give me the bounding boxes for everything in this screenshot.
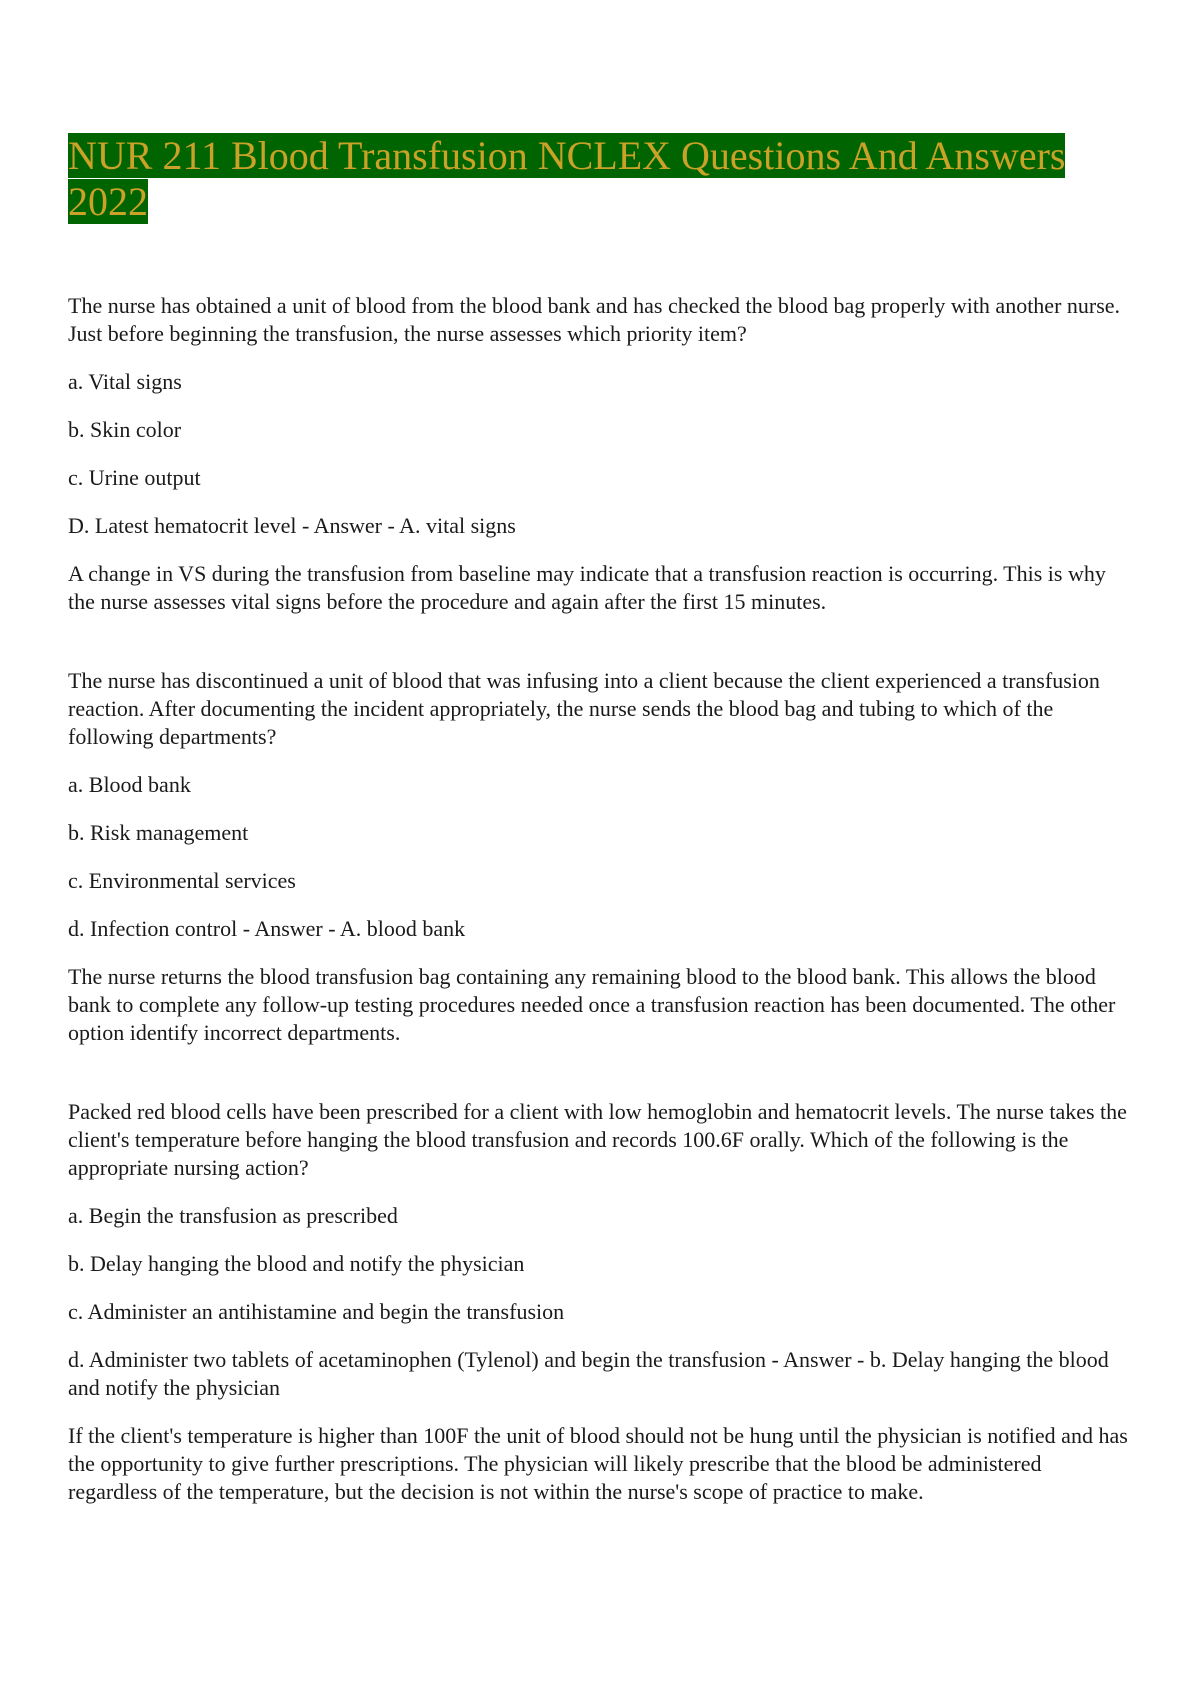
answer-option: a. Vital signs — [68, 369, 182, 394]
answer-option: b. Delay hanging the blood and notify the physician — [68, 1251, 525, 1276]
answer-option: c. Administer an antihistamine and begin the transfusion — [68, 1299, 565, 1324]
answer-rationale: A change in VS during the transfusion from baseline may indicate that a transfusion reaction is occurring. This is why the nurse assesses vital signs before the procedure and again after the first 15 minutes. — [68, 561, 1106, 614]
answer-option: c. Urine output — [68, 465, 201, 490]
document-title — [68, 133, 1128, 225]
question-stem: The nurse has discontinued a unit of blood that was infusing into a client because the client experienced a transfusion reaction. After documenting the incident appropriately, the nurse sends the blood bag and tubing to which of the following departments? — [68, 668, 1100, 749]
question-block — [68, 1098, 1128, 1506]
answer-option: d. Infection control - Answer - A. blood bank — [68, 916, 466, 941]
answer-option: b. Risk management — [68, 820, 249, 845]
answer-option: a. Blood bank — [68, 772, 191, 797]
answer-rationale: The nurse returns the blood transfusion bag containing any remaining blood to the blood bank. This allows the blood bank to complete any follow-up testing procedures needed once a transfusion reaction has been documented. The other option identify incorrect departments. — [68, 964, 1116, 1045]
document-title-text: NUR 211 Blood Transfusion NCLEX Questions And Answers 2022 — [68, 133, 1066, 224]
answer-option: a. Begin the transfusion as prescribed — [68, 1203, 398, 1228]
answer-rationale: If the client's temperature is higher than 100F the unit of blood should not be hung until the physician is notified and has the opportunity to give further prescriptions. The physician will likely prescribe that the blood be administered regardless of the temperature, but the decision is not within the nurse's scope of practice to make. — [68, 1423, 1128, 1504]
question-block — [68, 667, 1128, 1047]
question-block — [68, 292, 1128, 616]
answer-option: c. Environmental services — [68, 868, 296, 893]
question-stem: The nurse has obtained a unit of blood from the blood bank and has checked the blood bag properly with another nurse. Just before beginning the transfusion, the nurse assesses which priority item? — [68, 293, 1121, 346]
answer-option: b. Skin color — [68, 417, 182, 442]
answer-option: d. Administer two tablets of acetaminophen (Tylenol) and begin the transfusion - Answer - b. Delay hanging the blood and notify the physician — [68, 1347, 1109, 1400]
document-content — [68, 292, 1128, 1526]
question-stem: Packed red blood cells have been prescribed for a client with low hemoglobin and hematocrit levels. The nurse takes the client's temperature before hanging the blood transfusion and records 100.6F orally. Which of the following is the appropriate nursing action? — [68, 1099, 1127, 1180]
answer-option: D. Latest hematocrit level - Answer - A. vital signs — [68, 513, 516, 538]
